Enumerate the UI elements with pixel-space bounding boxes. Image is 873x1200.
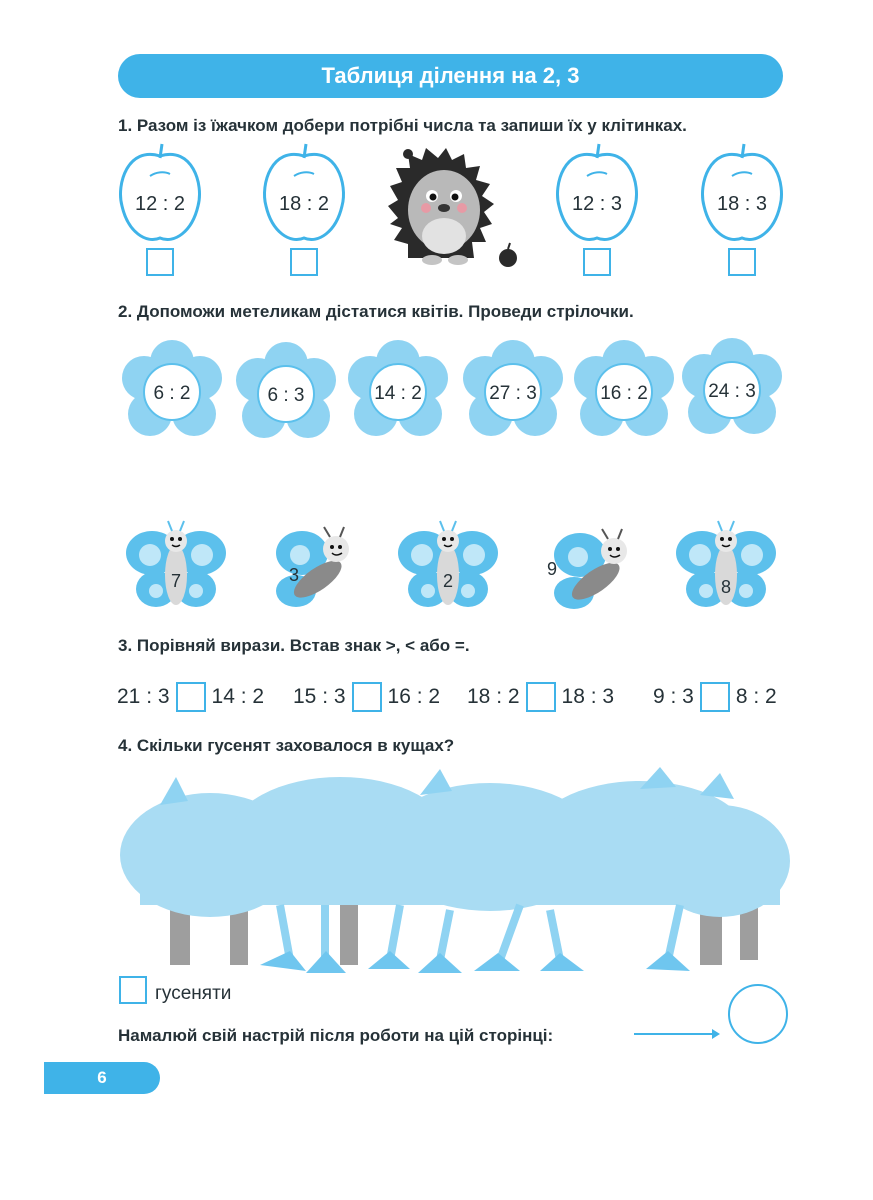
apple-1 — [121, 144, 200, 240]
comparison-4-left: 9 : 3 — [653, 685, 694, 708]
comparison-2 — [293, 680, 440, 714]
butterfly-5-number: 8 — [720, 577, 732, 597]
flowers-row — [0, 330, 873, 450]
mood-instruction: Намалюй свій настрій після роботи на цій сторінці: — [118, 1026, 554, 1045]
task1-answer-box-1[interactable] — [146, 248, 174, 276]
flower-2-expr: 6 : 3 — [267, 385, 305, 406]
comparison-1 — [117, 680, 264, 714]
comparison-1-right: 14 : 2 — [211, 685, 265, 708]
mood-circle[interactable] — [728, 984, 788, 1044]
butterfly-3-number: 2 — [442, 571, 454, 591]
flower-2 — [236, 342, 336, 438]
task2-heading: 2. Допоможи метеликам дістатися квітів. Проведи стрілочки. — [118, 302, 634, 321]
butterfly-2 — [276, 527, 349, 607]
task1-answer-box-4[interactable] — [728, 248, 756, 276]
apple-2-expr: 18 : 2 — [278, 193, 330, 215]
hedgehog-icon — [388, 148, 494, 265]
flower-5-expr: 16 : 2 — [600, 383, 648, 404]
comparison-4-sign-box[interactable] — [700, 682, 730, 712]
comparison-2-right: 16 : 2 — [387, 685, 441, 708]
apple-3-expr: 12 : 3 — [571, 193, 623, 215]
apple-1-expr: 12 : 2 — [134, 193, 186, 215]
butterfly-1 — [126, 521, 226, 607]
butterfly-5 — [676, 521, 776, 607]
bushes-illustration — [120, 765, 800, 990]
butterfly-4 — [547, 529, 627, 609]
comparison-4-right: 8 : 2 — [735, 685, 777, 708]
flower-6-expr: 24 : 3 — [708, 381, 756, 402]
task4-answer-box[interactable] — [119, 976, 147, 1004]
comparison-2-left: 15 : 3 — [293, 685, 346, 708]
task1-answer-box-3[interactable] — [583, 248, 611, 276]
comparison-3 — [467, 680, 614, 714]
task4-heading: 4. Скільки гусенят заховалося в кущах? — [118, 736, 455, 755]
apple-4-expr: 18 : 3 — [716, 193, 768, 215]
butterfly-1-number: 7 — [170, 571, 182, 591]
flower-3 — [348, 340, 448, 436]
comparison-3-sign-box[interactable] — [526, 682, 556, 712]
apple-3 — [558, 144, 637, 240]
comparison-row — [117, 680, 787, 714]
butterfly-2-number: 3 — [288, 565, 300, 585]
task3-heading: 3. Порівняй вирази. Встав знак >, < або =. — [118, 636, 470, 655]
comparison-1-sign-box[interactable] — [176, 682, 206, 712]
flower-4 — [463, 340, 563, 436]
apple-2 — [265, 144, 344, 240]
task4-answer-label: гусеняти — [155, 983, 232, 1004]
flower-5 — [574, 340, 674, 436]
task1-answer-box-2[interactable] — [290, 248, 318, 276]
flower-4-expr: 27 : 3 — [489, 383, 537, 404]
butterfly-4-number: 9 — [546, 559, 558, 579]
apple-4 — [703, 144, 782, 240]
flower-6 — [682, 338, 782, 434]
butterfly-3 — [398, 521, 498, 607]
comparison-4 — [653, 680, 777, 714]
page-number: 6 — [44, 1062, 160, 1094]
butterflies-row — [0, 515, 873, 615]
page-title: Таблиця ділення на 2, 3 — [118, 54, 783, 98]
task1-heading: 1. Разом із їжачком добери потрібні числа та запиши їх у клітинках. — [118, 116, 687, 135]
comparison-3-left: 18 : 2 — [467, 685, 520, 708]
flower-1-expr: 6 : 2 — [153, 383, 191, 404]
comparison-1-left: 21 : 3 — [117, 685, 170, 708]
flower-1 — [122, 340, 222, 436]
flower-3-expr: 14 : 2 — [374, 383, 422, 404]
comparison-2-sign-box[interactable] — [352, 682, 382, 712]
arrow-right-icon — [632, 1026, 722, 1042]
comparison-3-right: 18 : 3 — [561, 685, 615, 708]
small-apple-icon — [499, 243, 517, 267]
